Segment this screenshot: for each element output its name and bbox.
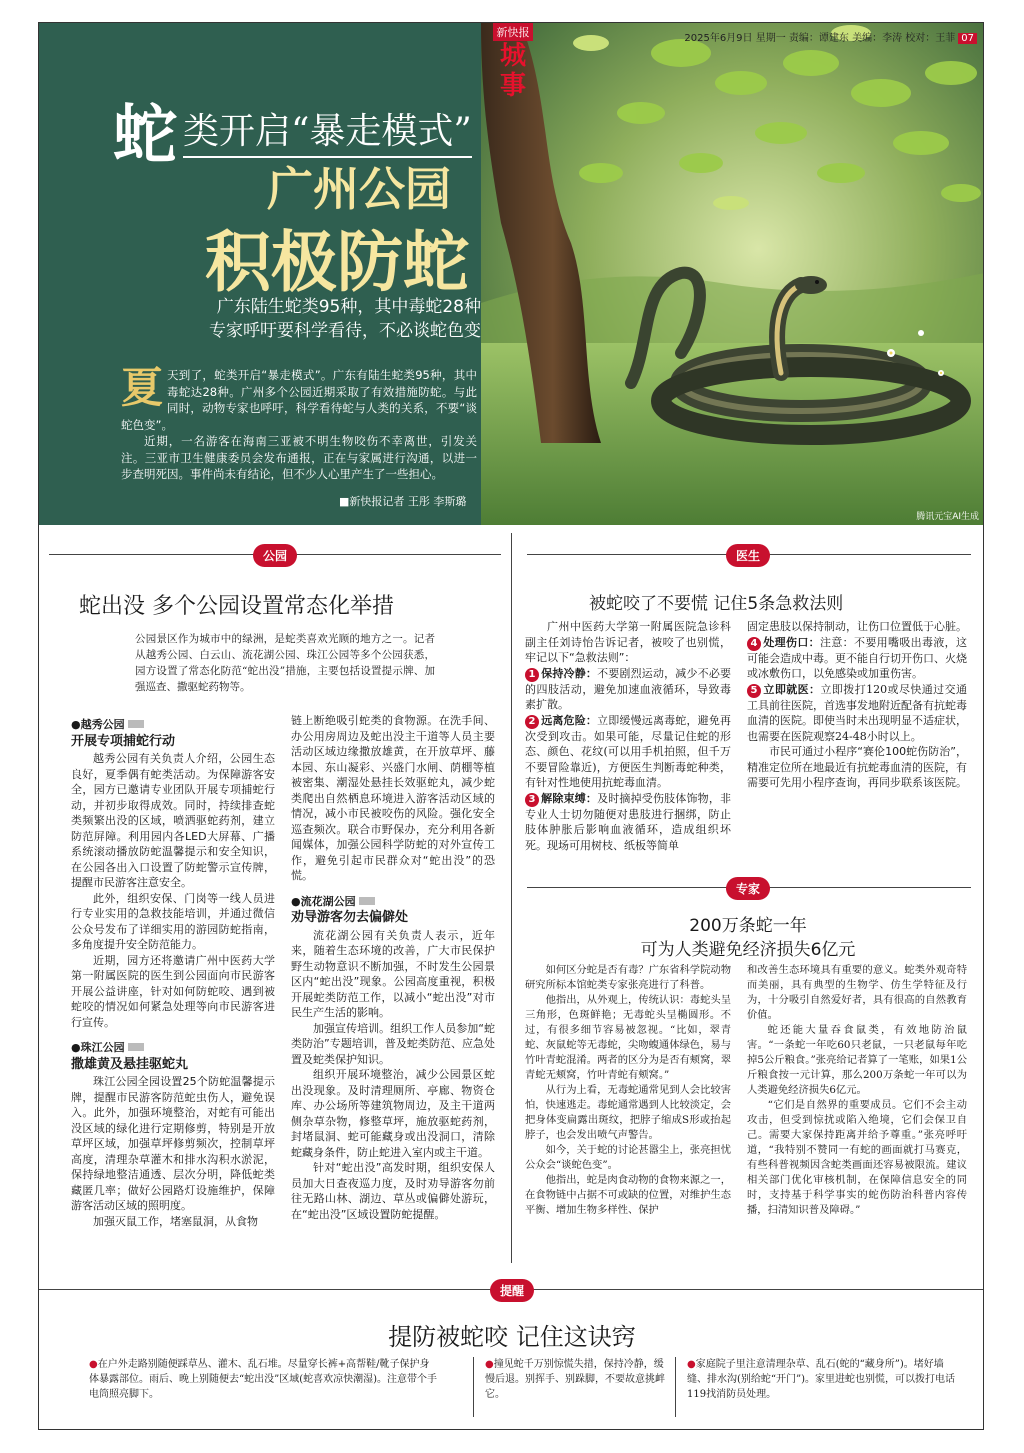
rule-4: 4 处理伤口：注意：不要用嘴吸出毒液，这可能会造成中毒。更不能自行切开伤口、火烧或冰敷伤口，以免感染或加重伤害。	[747, 635, 967, 680]
tip-2: ●撞见蛇千万别惊慌失措，保持冷静，缓慢后退。别挥手、别跺脚，不要故意挑衅它。	[485, 1359, 665, 1400]
zhujiang-p2: 加强灭鼠工作，堵塞鼠洞，从食物	[93, 1214, 258, 1228]
doctor-intro: 广州中医药大学第一附属医院急诊科副主任刘诗怡告诉记者，被咬了也别慌，牢记以下“急救法则”：	[525, 620, 731, 664]
title-line3: 积极防蛇	[205, 223, 469, 301]
lead-p2: 近期，一名游客在海南三亚被不明生物咬伤不幸离世，引发关注。三亚市卫生健康委员会发布通报，正在与家属进行沟通，以进一步查明死因。事件尚未有结论，但不少人心里产生了一些担心。	[121, 434, 477, 481]
liuhua-subsection	[291, 894, 495, 926]
zhujiang-p1: 珠江公园全园设置25个防蛇温馨提示牌，提醒市民游客防范蛇虫伤人，避免误入。此外，加强环境整治，对蛇有可能出没区域的绿化进行定期修剪，特别是开放草坪区域，加强草坪修剪频次，控制草坪高度，清理杂草灌木和排水沟积水淤泥，保持绿地整洁通透、层次分明，降低蛇类藏匿几率；做好公园路灯设施维护，保障游客活动区域的照明度。	[71, 1075, 275, 1212]
yuexiu-p2: 此外，组织安保、门岗等一线人员进行专业实用的急救技能培训，并通过微信公众号发布了详细实用的游园防蛇指南，多角度提升安全防范能力。	[71, 891, 275, 951]
section-tag-small: 新快报	[493, 23, 533, 41]
byline: ■新快报记者 王彤 李斯璐	[339, 495, 467, 508]
expert-heading-1: 200万条蛇一年	[689, 916, 807, 936]
title-char: 蛇	[113, 98, 177, 173]
zhujiang-p3: 链上断绝吸引蛇类的食物源。在洗手间、办公用房周边及蛇出没主干道等人员主要活动区域边缘撒放雄黄，在开放草坪、藤本园、东山凝彩、兴盛门水闸、荫棚等植被密集、潮湿处悬挂长效驱蛇丸，减少蛇类爬出自然栖息环境进入游客活动区域的情况，减小市民被咬伤的风险。强化安全巡查频次。联合市野保办，充分利用各新闻媒体，加强公园科学防蛇的对外宣传工作，避免引起市民群众对“蛇出没”的恐慌。	[291, 714, 495, 882]
expert-col-2	[747, 963, 967, 1218]
tips-heading: 提防被蛇咬 记住这诀窍	[388, 1323, 636, 1351]
doctor-heading: 被蛇咬了不要慌 记住5条急救法则	[589, 594, 844, 614]
title-line2: 广州公园	[267, 162, 451, 216]
page-info	[684, 29, 977, 44]
zhujiang-subsection	[71, 1040, 275, 1072]
expert-p4: 如今，关于蛇的讨论甚嚣尘上，张亮担忧公众会“谈蛇色变”。	[525, 1144, 731, 1171]
yuexiu-heading: 开展专项捕蛇行动	[71, 733, 176, 749]
drop-cap: 夏	[121, 363, 164, 412]
expert-col-1	[525, 963, 731, 1218]
tips-pill: 提醒	[490, 1279, 534, 1302]
rule-2: 2 远离危险：立即缓慢远离毒蛇，避免再次受到攻击。如果可能，尽量记住蛇的形态、颜色、花纹(可以用手机拍照，但千万不要冒险靠近)，方便医生判断毒蛇种类，有针对性地使用抗蛇毒血清。	[525, 713, 732, 789]
tip-1: ●在户外走路别随便踩草丛、灌木、乱石堆。尽量穿长裤+高帮鞋/靴子保护身体暴露部位。雨后、晚上别随便去“蛇出没”区域(蛇喜欢凉快潮湿)。注意带个手电筒照亮脚下。	[89, 1359, 438, 1400]
doctor-outro: 市民可通过小程序“赛伦100蛇伤防治”，精准定位所在地最近有抗蛇毒血清的医院，有需要可先用小程序查询，再同步联系该医院。	[747, 745, 967, 789]
zhujiang-tag: ●珠江公园	[71, 1040, 144, 1056]
expert-heading-2: 可为人类避免经济损失6亿元	[640, 940, 856, 960]
doctor-pill: 医生	[726, 544, 770, 567]
liuhua-heading: 劝导游客勿去偏僻处	[291, 910, 409, 925]
yuexiu-p3: 近期，园方还将邀请广州中医药大学第一附属医院的医生到公园面向市民游客开展公益讲座，针对如何防蛇咬、遇到被蛇咬的情况如何紧急处理等向市民游客进行宣传。	[71, 953, 275, 1029]
doctor-col-1	[525, 619, 731, 853]
park-pill: 公园	[253, 544, 297, 567]
expert-p2: 他指出，从外观上，传统认识：毒蛇头呈三角形，色斑鲜艳；无毒蛇头呈椭圆形。不过，有很多细节容易被忽视。“比如，翠青蛇、灰鼠蛇等无毒蛇，尖吻蝮通体绿色，易与竹叶青蛇混淆。两者的区分为是否有颊窝，翠青蛇无颊窝，竹叶青蛇有颊窝。”	[525, 994, 731, 1081]
rule-3-cont: 固定患肢以保持制动，让伤口位置低于心脏。	[747, 620, 967, 633]
newspaper-page	[38, 22, 984, 1430]
park-section-header	[39, 544, 511, 567]
yuexiu-subsection	[71, 717, 275, 749]
liuhua-p1: 流花湖公园有关负责人表示，近年来，随着生态环境的改善，广大市民保护野生动物意识不断加强，不时发生公园景区内“蛇出没”现象。公园高度重视，积极开展蛇类防范工作，以减小“蛇出没”对市民生产生活的影响。	[291, 928, 495, 1019]
subtitle-1: 广东陆生蛇类95种，其中毒蛇28种	[216, 297, 481, 317]
park-col-2	[291, 713, 495, 1222]
expert-p7: 蛇还能大量吞食鼠类，有效地防治鼠害。“一条蛇一年吃60只老鼠，一只老鼠每年吃掉5公斤粮食。”张亮给记者算了一笔账，如果1公斤粮食按一元计算，那么200万条蛇一年可以为人类避免经济损失6亿元。	[747, 1024, 967, 1096]
rule-5: 5 立即就医：立即拨打120或尽快通过交通工具前往医院，首选事发地附近配备有抗蛇毒血清的医院。即使当时未出现明显不适症状，也需要在医院观察24-48小时以上。	[747, 682, 968, 743]
lead-p1: 天到了，蛇类开启“暴走模式”。广东有陆生蛇类95种，其中毒蛇达28种。广州多个公园近期采取了有效措施防蛇。与此同时，动物专家也呼吁，科学看待蛇与人类的关系，不要“谈蛇色变”。	[121, 368, 477, 432]
yuexiu-p1: 越秀公园有关负责人介绍，公园生态良好，夏季偶有蛇类活动。为保障游客安全，园方已邀请专业团队开展专项捕蛇行动，并初步取得成效。同时，持续排查蛇类频繁出没的区域，喷洒驱蛇药剂，建立防范屏障。利用园内各LED大屏幕、广播系统滚动播放防蛇温馨提示和安全知识，在公园各出入口设置了防蛇警示宣传牌，提醒市民游客注意安全。	[71, 752, 275, 889]
expert-p1: 如何区分蛇是否有毒？广东省科学院动物研究所标本馆蛇类专家张亮进行了科普。	[525, 964, 731, 991]
park-col-1	[71, 713, 275, 1229]
lead-paragraph	[121, 363, 477, 483]
expert-p6: 和改善生态环境具有重要的意义。蛇类外观奇特而美丽，具有典型的生物学、仿生学特征及行为，十分吸引自然爱好者，具有很高的自然教育价值。	[747, 964, 967, 1021]
doctor-col-2	[747, 619, 967, 791]
expert-pill: 专家	[726, 877, 770, 900]
tips-divider-2	[675, 1357, 676, 1417]
title-line1: 类开启“暴走模式”	[183, 103, 472, 158]
date-line: 2025年6月9日 星期一 责编：谭建东 美编：李涛 校对：王菲	[684, 33, 956, 44]
photo-credit: 腾讯元宝AI生成	[916, 512, 979, 522]
subtitle	[181, 295, 481, 343]
expert-p8: “它们是自然界的重要成员。它们不会主动攻击，但受到惊扰或陷入绝境，它们会保卫自己。需要大家保持距离并给予尊重。”张亮呼吁道，“我特别不赞同一有蛇的画面就打马赛克，有些科普视频因含蛇类画面还容易被限流。建议相关部门优化审核机制，在保障信息安全的同时，支持基于科学事实的蛇伤防治科普内容传播，扫清知识普及障碍。”	[747, 1099, 967, 1216]
section-tag	[493, 23, 533, 101]
hero-photo	[481, 23, 984, 525]
section-tag-big: 城事	[499, 41, 526, 101]
expert-section-header	[511, 877, 984, 900]
hero-banner	[39, 23, 984, 525]
tips-divider-1	[473, 1357, 474, 1417]
tips-section-header	[39, 1284, 984, 1312]
tip-3: ●家庭院子里注意清理杂草、乱石(蛇的“藏身所”)。堵好墙缝、排水沟(别给蛇“开门”)。家里进蛇也别慌，可以拨打电话119找消防员处理。	[687, 1359, 956, 1400]
park-intro: 公园景区作为城市中的绿洲，是蛇类喜欢光顾的地方之一。记者从越秀公园、白云山、流花湖公园、珠江公园等多个公园获悉，园方设置了常态化防范“蛇出没”措施，主要包括设置提示牌、加强巡查、撒驱蛇药物等。	[135, 633, 435, 693]
zhujiang-heading: 撒雄黄及悬挂驱蛇丸	[71, 1056, 189, 1072]
expert-p3: 从行为上看，无毒蛇通常见到人会比较害怕，快速逃走。毒蛇通常遇到人比较淡定，会把身体变扁露出斑纹，把脖子缩成S形或抬起脖子，也会发出喷气声警告。	[525, 1084, 731, 1141]
snake-illustration	[481, 23, 984, 525]
liuhua-tag: ●流花湖公园	[291, 894, 375, 910]
subtitle-2: 专家呼吁要科学看待，不必谈蛇色变	[209, 321, 481, 341]
park-heading: 蛇出没 多个公园设置常态化举措	[79, 594, 394, 619]
rule-3: 3 解除束缚：及时摘掉受伤肢体饰物，非专业人士切勿随便对患肢进行捆绑，防止肢体肿胀后影响血液循环，造成组织坏死。现场可用树枝、纸板等简单	[525, 791, 732, 852]
yuexiu-tag: ●越秀公园	[71, 717, 144, 733]
doctor-section-header	[511, 544, 984, 567]
liuhua-p3: 组织开展环境整治，减少公园景区蛇出没现象。及时清理厕所、亭廊、物资仓库、办公场所等建筑物周边，及主干道两侧杂草杂物，修整草坪，施放驱蛇药剂，封堵鼠洞、蛇可能藏身或出没洞口，清除蛇藏身条件，防止蛇进入室内或主干道。	[291, 1068, 495, 1159]
page-number: 07	[958, 33, 977, 44]
expert-p5: 他指出，蛇是肉食动物的食物来源之一，在食物链中占据不可或缺的位置，对维护生态平衡、增加生物多样性、保护	[525, 1174, 731, 1216]
liuhua-p4: 针对“蛇出没”高发时期，组织安保人员加大日查夜巡力度，及时劝导游客勿前往无路山林、湖边、草丛或偏僻处游玩，在“蛇出没”区域设置防蛇提醒。	[291, 1161, 495, 1221]
liuhua-p2: 加强宣传培训。组织工作人员参加“蛇类防治”专题培训，普及蛇类防范、应急处置及蛇类保护知识。	[291, 1021, 495, 1066]
rule-1: 1 保持冷静：不要剧烈运动，减少不必要的四肢活动，避免加速血液循环，导致毒素扩散。	[525, 666, 732, 711]
